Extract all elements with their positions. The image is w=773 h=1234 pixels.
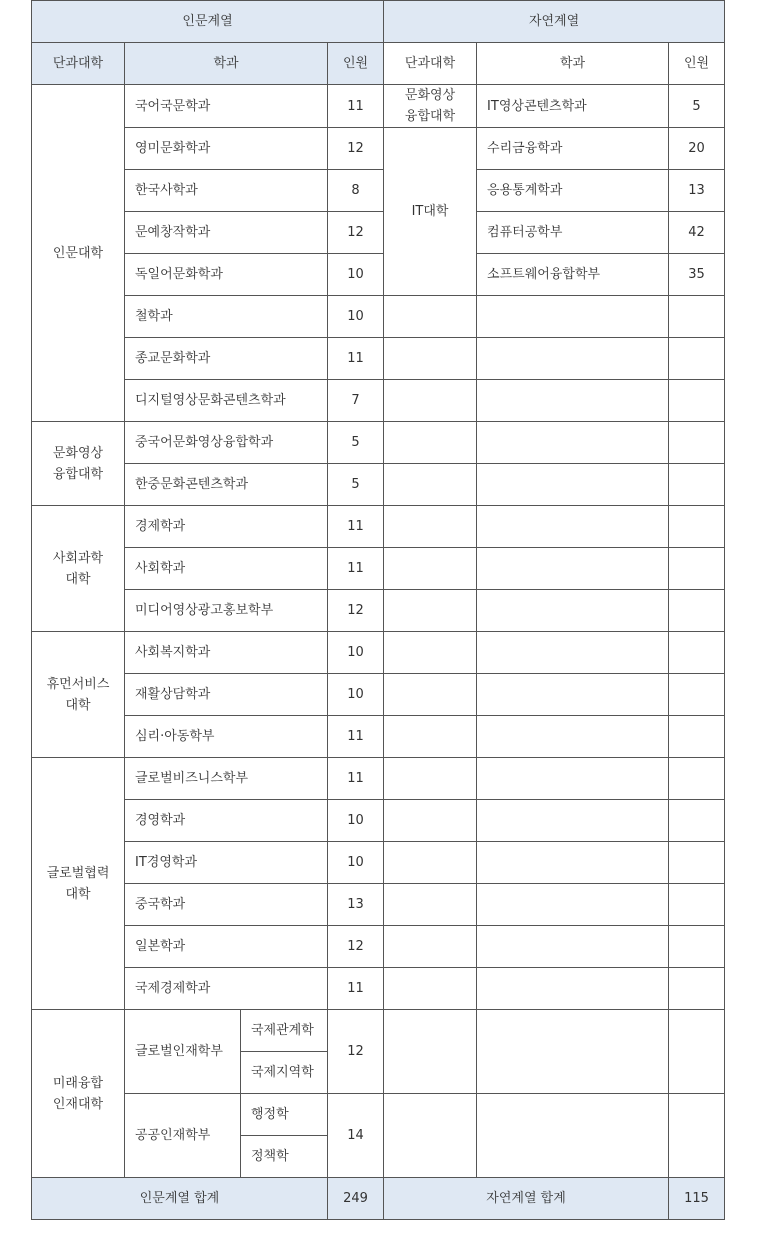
natural-count-cell: 35 [669,254,725,296]
empty-cell [669,926,725,968]
empty-cell [669,968,725,1010]
major-cell: 행정학 [241,1094,328,1136]
table-row [32,296,725,338]
humanities-dept-cell: 사회복지학과 [125,632,328,674]
table-row [32,1010,725,1052]
empty-cell [384,842,477,884]
count-column-header: 인원 [669,43,725,85]
college-name-line: 대학 [65,697,91,713]
college-name-line: 대학 [65,886,91,902]
humanities-dept-cell: 철학과 [125,296,328,338]
college-name-line: 인재대학 [52,1096,104,1112]
table-row [32,212,725,254]
empty-cell [669,506,725,548]
empty-cell [477,632,669,674]
table-row [32,380,725,422]
humanities-dept-cell: 심리·아동학부 [125,716,328,758]
empty-cell [384,758,477,800]
natural-dept-cell: 소프트웨어융합학부 [477,254,669,296]
college-name-line: 대학 [65,571,91,587]
empty-cell [669,464,725,506]
humanities-dept-cell: 종교문화학과 [125,338,328,380]
humanities-count-cell: 10 [328,674,384,716]
humanities-college-cell [32,506,125,632]
natural-count-cell: 20 [669,128,725,170]
humanities-college-cell [32,1010,125,1178]
empty-cell [477,758,669,800]
empty-cell [669,548,725,590]
table-row [32,506,725,548]
empty-cell [669,1010,725,1094]
table-row [32,968,725,1010]
empty-cell [477,506,669,548]
humanities-count-cell: 11 [328,716,384,758]
empty-cell [477,548,669,590]
humanities-count-cell: 14 [328,1094,384,1178]
header-row-groups [32,1,725,43]
humanities-dept-cell: 공공인재학부 [125,1094,241,1178]
natural-dept-cell: IT영상콘텐츠학과 [477,85,669,128]
empty-cell [477,926,669,968]
college-column-header: 단과대학 [32,43,125,85]
humanities-dept-cell: 일본학과 [125,926,328,968]
table-row [32,1094,725,1136]
table-row [32,548,725,590]
humanities-count-cell: 5 [328,422,384,464]
dept-column-header: 학과 [125,43,328,85]
table-row [32,632,725,674]
empty-cell [669,716,725,758]
humanities-count-cell: 11 [328,758,384,800]
table-row [32,422,725,464]
humanities-dept-cell: 문예창작학과 [125,212,328,254]
table-row [32,800,725,842]
empty-cell [384,1010,477,1094]
major-cell: 국제관계학 [241,1010,328,1052]
table-row [32,128,725,170]
humanities-count-cell: 13 [328,884,384,926]
humanities-dept-cell: 글로벌비즈니스학부 [125,758,328,800]
natural-count-cell: 42 [669,212,725,254]
empty-cell [384,674,477,716]
empty-cell [477,590,669,632]
empty-cell [384,716,477,758]
empty-cell [669,674,725,716]
humanities-count-cell: 11 [328,548,384,590]
humanities-count-cell: 5 [328,464,384,506]
empty-cell [384,422,477,464]
humanities-dept-cell: 국어국문학과 [125,85,328,128]
empty-cell [669,842,725,884]
empty-cell [669,296,725,338]
table-row [32,464,725,506]
humanities-college-cell [32,758,125,1010]
empty-cell [477,716,669,758]
natural-count-cell: 5 [669,85,725,128]
empty-cell [477,1094,669,1178]
college-name-line: 문화영상 [404,88,456,103]
empty-cell [477,338,669,380]
humanities-dept-cell: 글로벌인재학부 [125,1010,241,1094]
empty-cell [477,884,669,926]
humanities-college-cell [32,422,125,506]
college-name-line: 융합대학 [404,109,456,124]
natural-count-cell: 13 [669,170,725,212]
natural-group-header: 자연계열 [384,1,725,43]
humanities-count-cell: 10 [328,296,384,338]
empty-cell [669,590,725,632]
empty-cell [477,968,669,1010]
empty-cell [477,296,669,338]
humanities-dept-cell: IT경영학과 [125,842,328,884]
empty-cell [477,842,669,884]
humanities-dept-cell: 한중문화콘텐츠학과 [125,464,328,506]
empty-cell [384,464,477,506]
empty-cell [384,1094,477,1178]
humanities-college-cell [32,632,125,758]
admission-quota-table [31,0,725,1220]
dept-column-header: 학과 [477,43,669,85]
humanities-count-cell: 8 [328,170,384,212]
empty-cell [384,296,477,338]
empty-cell [669,632,725,674]
humanities-dept-cell: 영미문화학과 [125,128,328,170]
humanities-dept-cell: 중국어문화영상융합학과 [125,422,328,464]
count-column-header: 인원 [328,43,384,85]
humanities-group-header: 인문계열 [32,1,384,43]
empty-cell [669,758,725,800]
humanities-dept-cell: 경영학과 [125,800,328,842]
header-row-columns [32,43,725,85]
table-row [32,338,725,380]
empty-cell [477,380,669,422]
empty-cell [669,422,725,464]
college-name-line: 인문대학 [52,245,104,261]
major-cell: 정책학 [241,1136,328,1178]
natural-total-value: 115 [669,1178,725,1220]
natural-dept-cell: 수리금융학과 [477,128,669,170]
humanities-dept-cell: 디지털영상문화콘텐츠학과 [125,380,328,422]
empty-cell [384,590,477,632]
table-row [32,758,725,800]
humanities-count-cell: 12 [328,590,384,632]
empty-cell [669,884,725,926]
college-column-header: 단과대학 [384,43,477,85]
table-row [32,716,725,758]
empty-cell [669,338,725,380]
natural-college-cell [384,85,477,128]
college-name-line: 사회과학 [52,550,104,566]
humanities-count-cell: 12 [328,926,384,968]
empty-cell [477,422,669,464]
humanities-count-cell: 11 [328,338,384,380]
table-row [32,842,725,884]
humanities-count-cell: 11 [328,968,384,1010]
empty-cell [384,338,477,380]
table-row [32,674,725,716]
college-name-line: 융합대학 [52,466,104,482]
table-row [32,590,725,632]
empty-cell [477,674,669,716]
humanities-count-cell: 11 [328,85,384,128]
humanities-college-cell [32,85,125,422]
empty-cell [384,968,477,1010]
humanities-dept-cell: 사회학과 [125,548,328,590]
table-row [32,85,725,128]
natural-college-cell [384,128,477,296]
humanities-dept-cell: 독일어문화학과 [125,254,328,296]
major-cell: 국제지역학 [241,1052,328,1094]
humanities-dept-cell: 재활상담학과 [125,674,328,716]
humanities-count-cell: 10 [328,800,384,842]
humanities-dept-cell: 경제학과 [125,506,328,548]
table-row [32,884,725,926]
humanities-count-cell: 12 [328,1010,384,1094]
college-name-line: 휴먼서비스 [46,676,110,692]
college-name-line: IT대학 [411,204,449,219]
empty-cell [384,380,477,422]
empty-cell [384,800,477,842]
humanities-count-cell: 11 [328,506,384,548]
empty-cell [669,1094,725,1178]
humanities-count-cell: 7 [328,380,384,422]
empty-cell [384,926,477,968]
college-name-line: 미래융합 [52,1075,104,1091]
empty-cell [669,380,725,422]
humanities-count-cell: 12 [328,212,384,254]
natural-dept-cell: 응용통계학과 [477,170,669,212]
empty-cell [477,464,669,506]
humanities-dept-cell: 미디어영상광고홍보학부 [125,590,328,632]
empty-cell [384,548,477,590]
college-name-line: 글로벌협력 [46,865,110,881]
humanities-count-cell: 12 [328,128,384,170]
table-row [32,170,725,212]
empty-cell [384,506,477,548]
empty-cell [669,800,725,842]
humanities-count-cell: 10 [328,632,384,674]
humanities-dept-cell: 국제경제학과 [125,968,328,1010]
humanities-dept-cell: 한국사학과 [125,170,328,212]
empty-cell [384,884,477,926]
empty-cell [384,632,477,674]
humanities-dept-cell: 중국학과 [125,884,328,926]
table-row [32,254,725,296]
humanities-total-value: 249 [328,1178,384,1220]
empty-cell [477,800,669,842]
humanities-count-cell: 10 [328,842,384,884]
table-row [32,926,725,968]
natural-total-label: 자연계열 합계 [384,1178,669,1220]
empty-cell [477,1010,669,1094]
humanities-count-cell: 10 [328,254,384,296]
natural-dept-cell: 컴퓨터공학부 [477,212,669,254]
totals-row [32,1178,725,1220]
college-name-line: 문화영상 [52,445,104,461]
humanities-total-label: 인문계열 합계 [32,1178,328,1220]
